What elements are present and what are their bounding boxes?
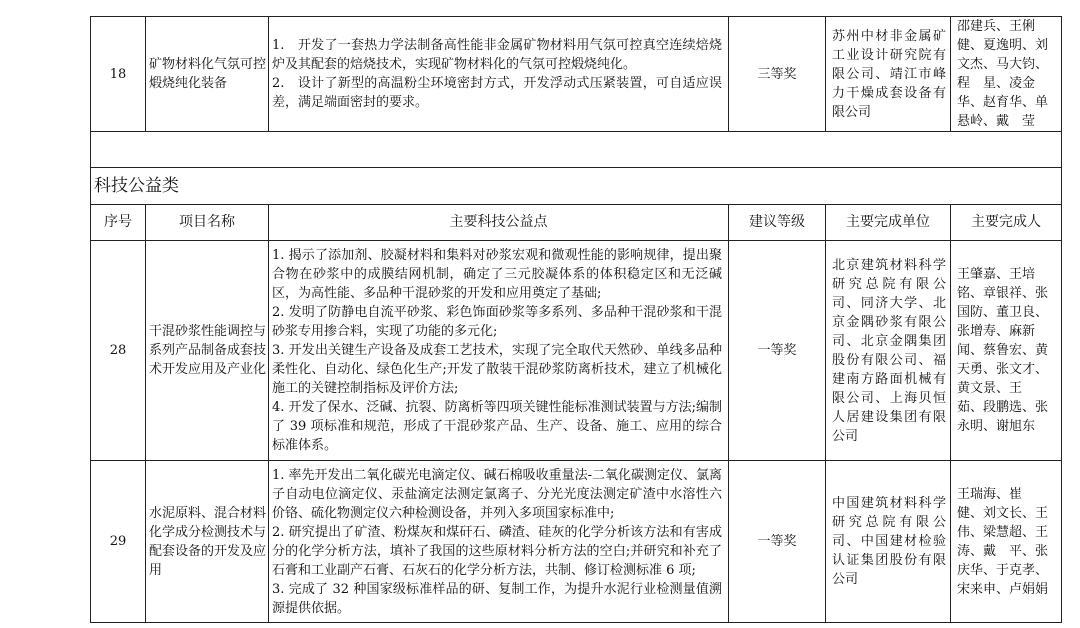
blank-cell bbox=[91, 132, 1062, 168]
header-people: 主要完成人 bbox=[951, 205, 1062, 241]
row28-people: 王肇嘉、王培铭、章银祥、张国防、董卫良、张增寿、麻新闻、蔡鲁宏、黄天勇、张文才、黄文景、王 茹、段鹏选、张永明、谢旭东 bbox=[951, 241, 1062, 461]
row28-number: 28 bbox=[91, 241, 146, 461]
table-row-29 bbox=[91, 461, 1062, 623]
row29-project-name: 水泥原料、混合材料化学成分检测技术与配套设备的开发及应用 bbox=[146, 461, 269, 623]
header-units: 主要完成单位 bbox=[826, 205, 951, 241]
blank-row bbox=[91, 132, 1062, 168]
row29-grade: 一等奖 bbox=[729, 461, 826, 623]
row29-point-1: 1. 率先开发出二氧化碳光电滴定仪、碱石棉吸收重量法-二氧化碳测定仪、氯离子自动电位滴定仪、汞盐滴定法测定氯离子、分光光度法测定矿渣中水溶性六价铬、硫化物测定仪六种检测设备，并列入多项国家标准中; bbox=[272, 467, 722, 521]
header-grade: 建议等级 bbox=[729, 205, 826, 241]
row29-people: 王瑞海、崔 健、刘文长、王 伟、梁慧超、王 涛、戴 平、张庆华、于克孝、宋来申、卢娟娟 bbox=[951, 461, 1062, 623]
row29-point-3: 3. 完成了 32 种国家级标准样品的研、复制工作，为提升水泥行业检测量值溯源提供依据。 bbox=[272, 581, 722, 616]
header-number: 序号 bbox=[91, 205, 146, 241]
row29-points bbox=[269, 461, 729, 623]
row28-point-1: 1. 揭示了添加剂、胶凝材料和集料对砂浆宏观和微观性能的影响规律，提出聚合物在砂浆中的成膜结网机制，确定了三元胶凝体系的体积稳定区和无泛碱区，为高性能、多品种干混砂浆的开发和应用奠定了基础; bbox=[272, 248, 722, 301]
section-row bbox=[91, 168, 1062, 205]
row29-point-2: 2. 研究提出了矿渣、粉煤灰和煤矸石、磷渣、硅灰的化学分析该方法和有害成分的化学分析方法，填补了我国的这些原材料分析方法的空白;并研究和补充了石膏和工业副产石膏、石灰石的化学分析方法，共制、修订检测标准 6 项; bbox=[272, 524, 722, 578]
row18-project-name: 矿物材料化气氛可控煅烧纯化装备 bbox=[146, 17, 269, 132]
table-row-18 bbox=[91, 17, 1062, 132]
row18-point-2: 2. 设计了新型的高温粉尘环境密封方式，开发浮动式压紧装置，可自适应误差，满足端面密封的要求。 bbox=[272, 76, 722, 110]
row29-number: 29 bbox=[91, 461, 146, 623]
row28-units: 北京建筑材料科学研究总院有限公司、同济大学、北京金隅砂浆有限公司、北京金隅集团股份有限公司、福建南方路面机械有限公司、上海贝恒人居建设集团有限公司 bbox=[826, 241, 951, 461]
row18-people: 邵建兵、王俐健、夏逸明、刘文杰、马大钧、程 星、凌金华、赵育华、单悬岭、戴 莹 bbox=[951, 17, 1062, 132]
row28-points bbox=[269, 241, 729, 461]
row18-number: 18 bbox=[91, 17, 146, 132]
row28-point-4: 4. 开发了保水、泛碱、抗裂、防离析等四项关键性能标准测试装置与方法;编制了 39 项标准和规范，形成了干混砂浆产品、生产、设备、施工、应用的综合标准体系。 bbox=[272, 400, 722, 453]
row28-project-name: 干混砂浆性能调控与系列产品制备成套技术开发应用及产业化 bbox=[146, 241, 269, 461]
row18-point-1: 1. 开发了一套热力学法制备高性能非金属矿物材料用气氛可控真空连续焙烧炉及其配套的焙烧技术，实现矿物材料化的气氛可控煅烧纯化。 bbox=[272, 38, 722, 72]
row18-grade: 三等奖 bbox=[729, 17, 826, 132]
award-table bbox=[90, 16, 1062, 623]
row28-grade: 一等奖 bbox=[729, 241, 826, 461]
table-row-28 bbox=[91, 241, 1062, 461]
row28-point-3: 3. 开发出关键生产设备及成套工艺技术，实现了完全取代天然砂、单线多品种柔性化、自动化、绿色化生产;开发了散装干混砂浆防离析技术，建立了机械化施工的关键控制指标及评价方法; bbox=[272, 343, 722, 396]
header-row bbox=[91, 205, 1062, 241]
row28-point-2: 2. 发明了防静电自流平砂浆、彩色饰面砂浆等多系列、多品种干混砂浆和干混砂浆专用掺合料，实现了功能的多元化; bbox=[272, 305, 722, 339]
header-points: 主要科技公益点 bbox=[269, 205, 729, 241]
section-title: 科技公益类 bbox=[91, 168, 1062, 205]
header-project-name: 项目名称 bbox=[146, 205, 269, 241]
row18-units: 苏州中材非金属矿工业设计研究院有限公司、靖江市峰力干燥成套设备有限公司 bbox=[826, 17, 951, 132]
row18-points bbox=[269, 17, 729, 132]
row29-units: 中国建筑材料科学研究总院有限公司、中国建材检验认证集团股份有限公司 bbox=[826, 461, 951, 623]
